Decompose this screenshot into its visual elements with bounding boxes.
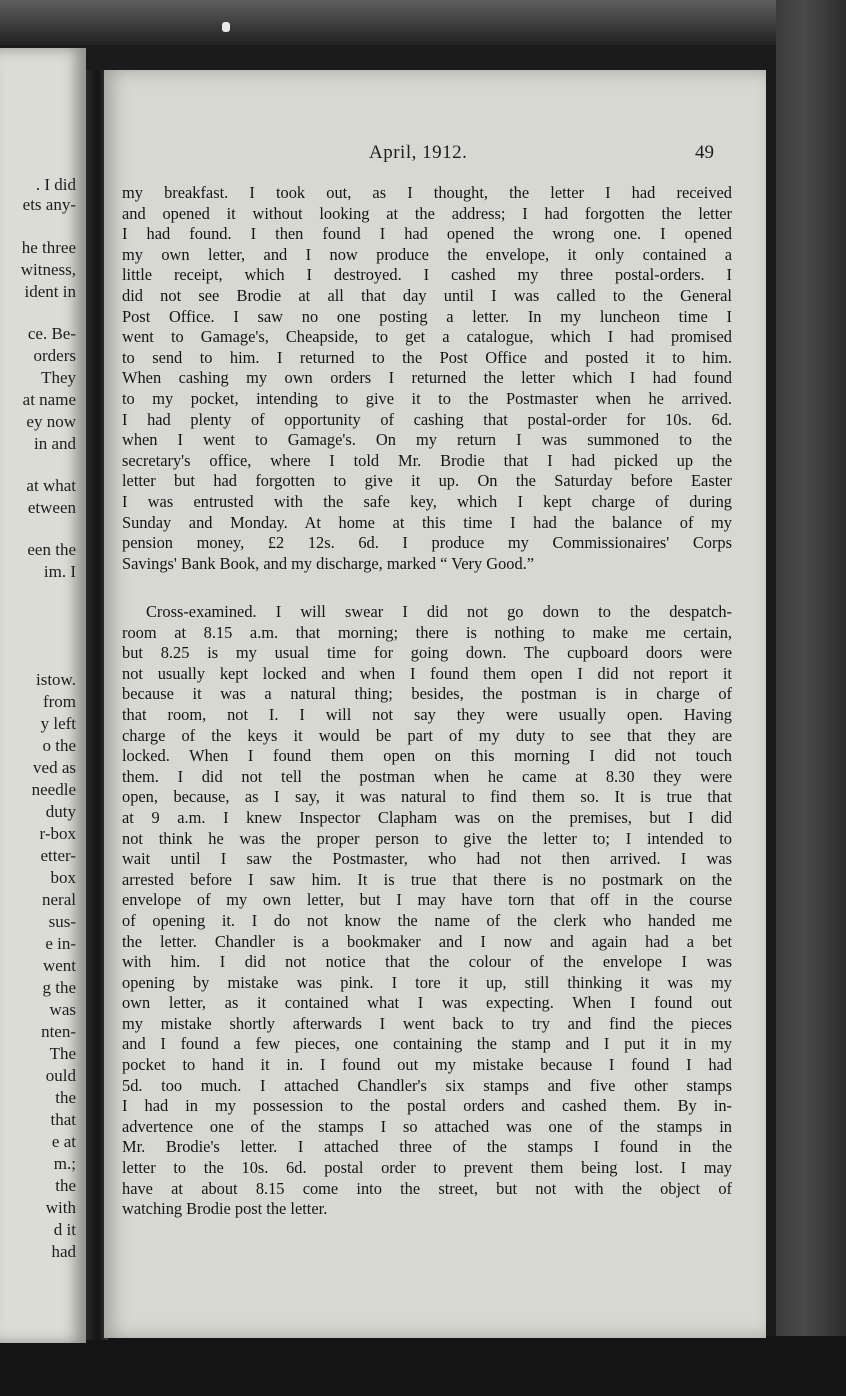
text-line: letter to the 10s. 6d. postal order to prevent them being lost. I may xyxy=(122,1158,732,1178)
scan-artifact xyxy=(222,22,230,32)
text-line: and I found a few pieces, one containing the stamp and I put it in my xyxy=(122,1034,732,1054)
previous-page-text-line: r-box xyxy=(39,824,76,843)
text-line: 5d. too much. I attached Chandler's six stamps and five other stamps xyxy=(122,1075,732,1095)
text-line: not think he was the proper person to give the letter to; I intended to xyxy=(122,828,732,848)
previous-page-text-line: duty xyxy=(45,802,76,821)
text-line: I was entrusted with the safe key, which I kept charge of during xyxy=(122,491,732,511)
text-line: to my pocket, intending to give it to the Postmaster when he arrived. xyxy=(122,388,732,408)
text-line: I had found. I then found I had opened the wrong one. I opened xyxy=(122,224,732,244)
previous-page-text-line: ident in xyxy=(24,282,76,301)
previous-page-text-line: etter- xyxy=(40,846,76,865)
running-title: April, 1912. xyxy=(369,142,468,163)
paragraph-testimony xyxy=(122,183,732,574)
text-line: and opened it without looking at the address; I had forgotten the letter xyxy=(122,203,732,223)
previous-page-text-line: ved as xyxy=(33,758,76,777)
previous-page-text-line: at what xyxy=(26,476,76,495)
text-line: not usually kept locked and when I found them open I did not report it xyxy=(122,663,732,683)
scan-background-top xyxy=(0,0,846,45)
scan-background-right xyxy=(776,0,846,1396)
previous-page-text-line: e at xyxy=(51,1132,76,1151)
previous-page-text-line: box xyxy=(50,868,76,887)
previous-page-text-line: was xyxy=(49,1000,76,1019)
text-line: have at about 8.15 come into the street, but not with the object of xyxy=(122,1178,732,1198)
previous-page-text-line: g the xyxy=(42,978,76,997)
text-line: I had in my possession to the postal orders and cashed them. By in- xyxy=(122,1096,732,1116)
text-line: I had plenty of opportunity of cashing that postal-order for 10s. 6d. xyxy=(122,409,732,429)
previous-page-text-line: the xyxy=(55,1176,76,1195)
previous-page-text-line: They xyxy=(41,368,76,387)
text-line: envelope of my own letter, but I may have torn that off in the course xyxy=(122,890,732,910)
previous-page-text-line: with xyxy=(45,1198,76,1217)
previous-page-text-line: . I did xyxy=(35,175,76,194)
text-line: Cross-examined. I will swear I did not go down to the despatch- xyxy=(146,602,732,621)
text-line: Sunday and Monday. At home at this time I had the balance of my xyxy=(122,512,732,532)
previous-page-text-line: y left xyxy=(40,714,76,733)
previous-page-text-line: istow. xyxy=(36,670,76,689)
text-line: when I went to Gamage's. On my return I was summoned to the xyxy=(122,430,732,450)
page-number: 49 xyxy=(695,142,714,163)
text-line: opening by mistake was pink. I tore it up, still thinking it was my xyxy=(122,972,732,992)
text-line: my breakfast. I took out, as I thought, the letter I had received xyxy=(122,183,732,202)
previous-page-text-line: ce. Be- xyxy=(27,324,76,343)
text-line: because it was a natural thing; besides, the postman is in charge of xyxy=(122,684,732,704)
previous-page-text-line: in and xyxy=(33,434,76,453)
previous-page-text-line: went xyxy=(42,956,76,975)
text-line: them. I did not tell the postman when he came at 8.30 they were xyxy=(122,766,732,786)
text-line: locked. When I found them open on this morning I did not touch xyxy=(122,746,732,766)
text-line: arrested before I saw him. It is true that there is no postmark on the xyxy=(122,869,732,889)
text-line: secretary's office, where I told Mr. Brodie that I had picked up the xyxy=(122,450,732,470)
previous-page-text-line: m.; xyxy=(53,1154,76,1173)
text-line: my mistake shortly afterwards I went back to try and find the pieces xyxy=(122,1013,732,1033)
previous-page-text-line: een the xyxy=(27,540,76,559)
previous-page-text-line: im. I xyxy=(43,562,76,581)
text-line: did not see Brodie at all that day until I was called to the General xyxy=(122,285,732,305)
text-line: at 9 a.m. I knew Inspector Clapham was on the premises, but I did xyxy=(122,807,732,827)
previous-page-text-line: needle xyxy=(31,780,76,799)
book-page xyxy=(104,70,766,1338)
text-line: open, because, as I say, it was natural to find them so. It is true that xyxy=(122,787,732,807)
previous-page-text-line: orders xyxy=(33,346,76,365)
text-line: pocket to hand it in. I found out my mistake because I found I had xyxy=(122,1055,732,1075)
previous-page-text-line: neral xyxy=(42,890,76,909)
previous-page-text-line: o the xyxy=(42,736,76,755)
text-line: Mr. Brodie's letter. I attached three of the stamps I found in the xyxy=(122,1137,732,1157)
text-line: letter but had forgotten to give it up. On the Saturday before Easter xyxy=(122,471,732,491)
previous-page-edge xyxy=(0,48,86,1343)
text-line: of opening it. I do not know the name of the clerk who handed me xyxy=(122,910,732,930)
text-line: Savings' Bank Book, and my discharge, marked “ Very Good.” xyxy=(122,553,535,573)
previous-page-text-line: the xyxy=(55,1088,76,1107)
previous-page-text-line: e in- xyxy=(45,934,76,953)
text-line: charge of the keys it would be part of my duty to see that they are xyxy=(122,725,732,745)
text-line: pension money, £2 12s. 6d. I produce my Commissionaires' Corps xyxy=(122,533,732,553)
previous-page-text-line: etween xyxy=(27,498,76,517)
text-line: to send to him. I returned to the Post Office and posted it to him. xyxy=(122,347,732,367)
text-line: the letter. Chandler is a bookmaker and I now and again had a bet xyxy=(122,931,732,951)
text-line: room at 8.15 a.m. that morning; there is nothing to make me certain, xyxy=(122,622,732,642)
text-line: that room, not I. I will not say they were usually open. Having xyxy=(122,704,732,724)
text-line: but 8.25 is my usual time for going down. The cupboard doors were xyxy=(122,643,732,663)
scan-background-bottom xyxy=(0,1336,846,1396)
text-line: advertence one of the stamps I so attached was one of the stamps in xyxy=(122,1116,732,1136)
previous-page-text-line: had xyxy=(51,1242,76,1261)
previous-page-text-line: ets any- xyxy=(22,195,76,214)
previous-page-text-line: ould xyxy=(45,1066,76,1085)
text-line: went to Gamage's, Cheapside, to get a catalogue, which I had promised xyxy=(122,327,732,347)
previous-page-text-line: that xyxy=(50,1110,76,1129)
text-line: my own letter, and I now produce the envelope, it only contained a xyxy=(122,244,732,264)
text-line: own letter, as it contained what I was expecting. When I found out xyxy=(122,993,732,1013)
text-line: with him. I did not notice that the colour of the envelope I was xyxy=(122,952,732,972)
previous-page-text-line: d it xyxy=(53,1220,76,1239)
previous-page-text-line: The xyxy=(49,1044,76,1063)
previous-page-text-line: at name xyxy=(22,390,76,409)
previous-page-text-line: he three xyxy=(21,238,76,257)
text-line: watching Brodie post the letter. xyxy=(122,1199,328,1219)
text-line: little receipt, which I destroyed. I cashed my three postal-orders. I xyxy=(122,265,732,285)
text-line: wait until I saw the Postmaster, who had not then arrived. I was xyxy=(122,849,732,869)
previous-page-text-line: from xyxy=(42,692,76,711)
previous-page-text-line: sus- xyxy=(48,912,76,931)
page-header xyxy=(104,142,766,172)
text-line: When cashing my own orders I returned the letter which I had found xyxy=(122,368,732,388)
previous-page-text-line: ey now xyxy=(26,412,76,431)
previous-page-text-line: witness, xyxy=(20,260,76,279)
paragraph-cross-examination xyxy=(122,602,732,1220)
text-line: Post Office. I saw no one posting a letter. In my luncheon time I xyxy=(122,306,732,326)
previous-page-text-line: nten- xyxy=(41,1022,76,1041)
